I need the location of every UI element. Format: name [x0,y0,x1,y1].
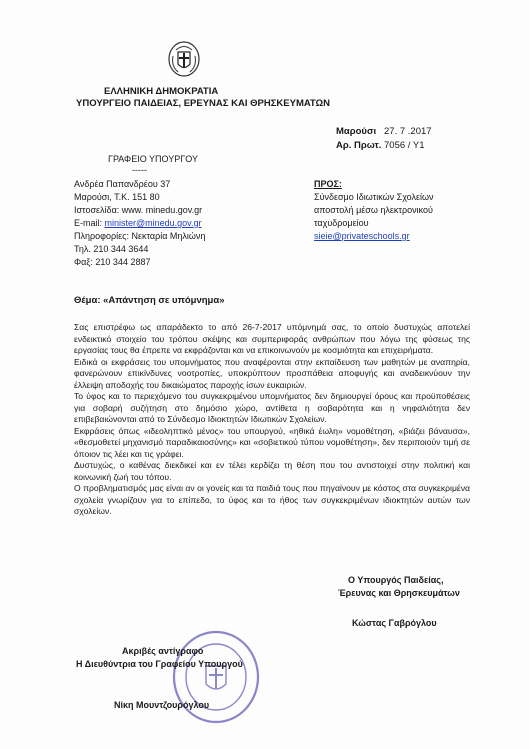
office-divider: ----- [132,165,147,175]
office-website: Ιστοσελίδα: www. minedu.gov.gr [74,205,203,215]
office-email-row [74,218,202,228]
signature-title-2: Έρευνας και Θρησκευμάτων [338,588,460,598]
office-city: Μαρούσι, Τ.Κ. 151 80 [74,192,160,202]
protocol-number: 7056 / Υ1 [384,140,425,151]
office-phone: Τηλ. 210 344 3644 [74,244,149,254]
letter-date: 27. 7 .2017 [384,126,432,137]
office-fax: Φαξ: 210 344 2887 [74,257,151,267]
body-paragraph: Εκφράσεις όπως «ιδεοληπτικό μένος» του υπουργού, «ηθικά έωλη» νομοθέτηση, «βιάζει βάναυσα», «θεσμοθετεί μηχανισμό παραδικαιοσύνης» και «σοβιετικού τύπου νομοθέτηση», δεν περιποιούν τιμή σε όποιον τις λέει και τις γράφει. [74,425,470,459]
letter-body [74,322,470,518]
body-paragraph: Το ύφος και το περιεχόμενο του συγκεκριμένου υπομνήματος δεν δημιουργεί όρους και προϋποθέσεις για σοβαρή συζήτηση στο δημόσιο χώρο, αντίθετα η σοβαρότητα και η νηφαλιότητα δεν επιβεβαιώνονται από το Σύνδεσμο Ιδιοκτητών Ιδιωτικών Σχολείων. [74,391,470,424]
office-info: Πληροφορίες: Νεκταρία Μηλιώνη [74,231,206,241]
signature-name: Κώστας Γαβρόγλου [352,618,437,628]
country-name: ΕΛΛΗΝΙΚΗ ΔΗΜΟΚΡΑΤΙΑ [104,86,219,97]
protocol-label: Αρ. Πρωτ. [336,140,382,151]
office-email-label: E-mail: [74,218,105,228]
body-paragraph: Δυστυχώς, ο καθένας διεκδικεί και εν τέλει κερδίζει τη θέση που του αντιστοιχεί στην πολιτική και κοινωνική ζωή του τόπου. [74,460,470,482]
certified-copy-label: Ακριβές αντίγραφο [122,646,204,656]
signature-title-1: Ο Υπουργός Παιδείας, [348,575,444,585]
greek-coat-of-arms-icon [166,38,202,78]
recipient-line-3: ταχυδρομείου [314,218,369,228]
body-paragraph: Σας επιστρέφω ως απαράδεκτο το από 26-7-2017 υπόμνημά σας, το οποίο δυστυχώς αποτελεί ενδεικτικό στοιχείο του τρόπου σκέψης και συμπεριφοράς ανθρώπων που λόγω της φύσεως της εργασίας τους θα έπρεπε να εκφράζονται και να επικοινωνούν με κοσμιότητα και επιχειρήματα. [74,322,470,355]
place-label: Μαρούσι [336,126,377,137]
office-email-link[interactable]: minister@minedu.gov.gr [104,218,202,228]
body-paragraph: Ειδικά οι εκφράσεις του υπομνήματος που αναφέρονται στην εκπαίδευση των μαθητών με αναπηρία, φανερώνουν επικίνδυνες νοοτροπίες, υποκρύπτουν προσπάθεια αποφυγής και αναδεικνύουν την έλλειψη αποδοχής του δικαιώματος παροχής ίσων ευκαιριών. [74,356,470,390]
certified-director-name: Νίκη Μουντζουρόγλου [114,700,210,710]
office-address: Ανδρέα Παπανδρέου 37 [74,179,171,189]
recipient-line-1: Σύνδεσμο Ιδιωτικών Σχολείων [314,192,434,202]
recipient-line-2: αποστολή μέσω ηλεκτρονικού [314,205,433,215]
letter-subject: Θέμα: «Απάντηση σε υπόμνημα» [74,295,225,306]
recipient-label: ΠΡΟΣ: [314,179,342,189]
ministry-name: ΥΠΟΥΡΓΕΙΟ ΠΑΙΔΕΙΑΣ, ΕΡΕΥΝΑΣ ΚΑΙ ΘΡΗΣΚΕΥΜΑΤΩΝ [76,98,331,109]
recipient-email-link[interactable]: sieie@privateschools.gr [314,231,410,241]
office-name: ΓΡΑΦΕΙΟ ΥΠΟΥΡΓΟΥ [108,154,198,164]
certified-director-title: Η Διευθύντρια του Γραφείου Υπουργού [76,659,243,669]
official-stamp-seal [170,628,262,726]
body-paragraph: Ο προβληματισμός μας είναι αν οι γονείς και τα παιδιά τους που πηγαίνουν με κόστος στα συγκεκριμένα σχολεία γνωρίζουν για το επίπεδο, το ύφος και το ήθος των συγκεκριμένων ιδιοκτητών αυτών των σχολείων. [74,483,470,516]
